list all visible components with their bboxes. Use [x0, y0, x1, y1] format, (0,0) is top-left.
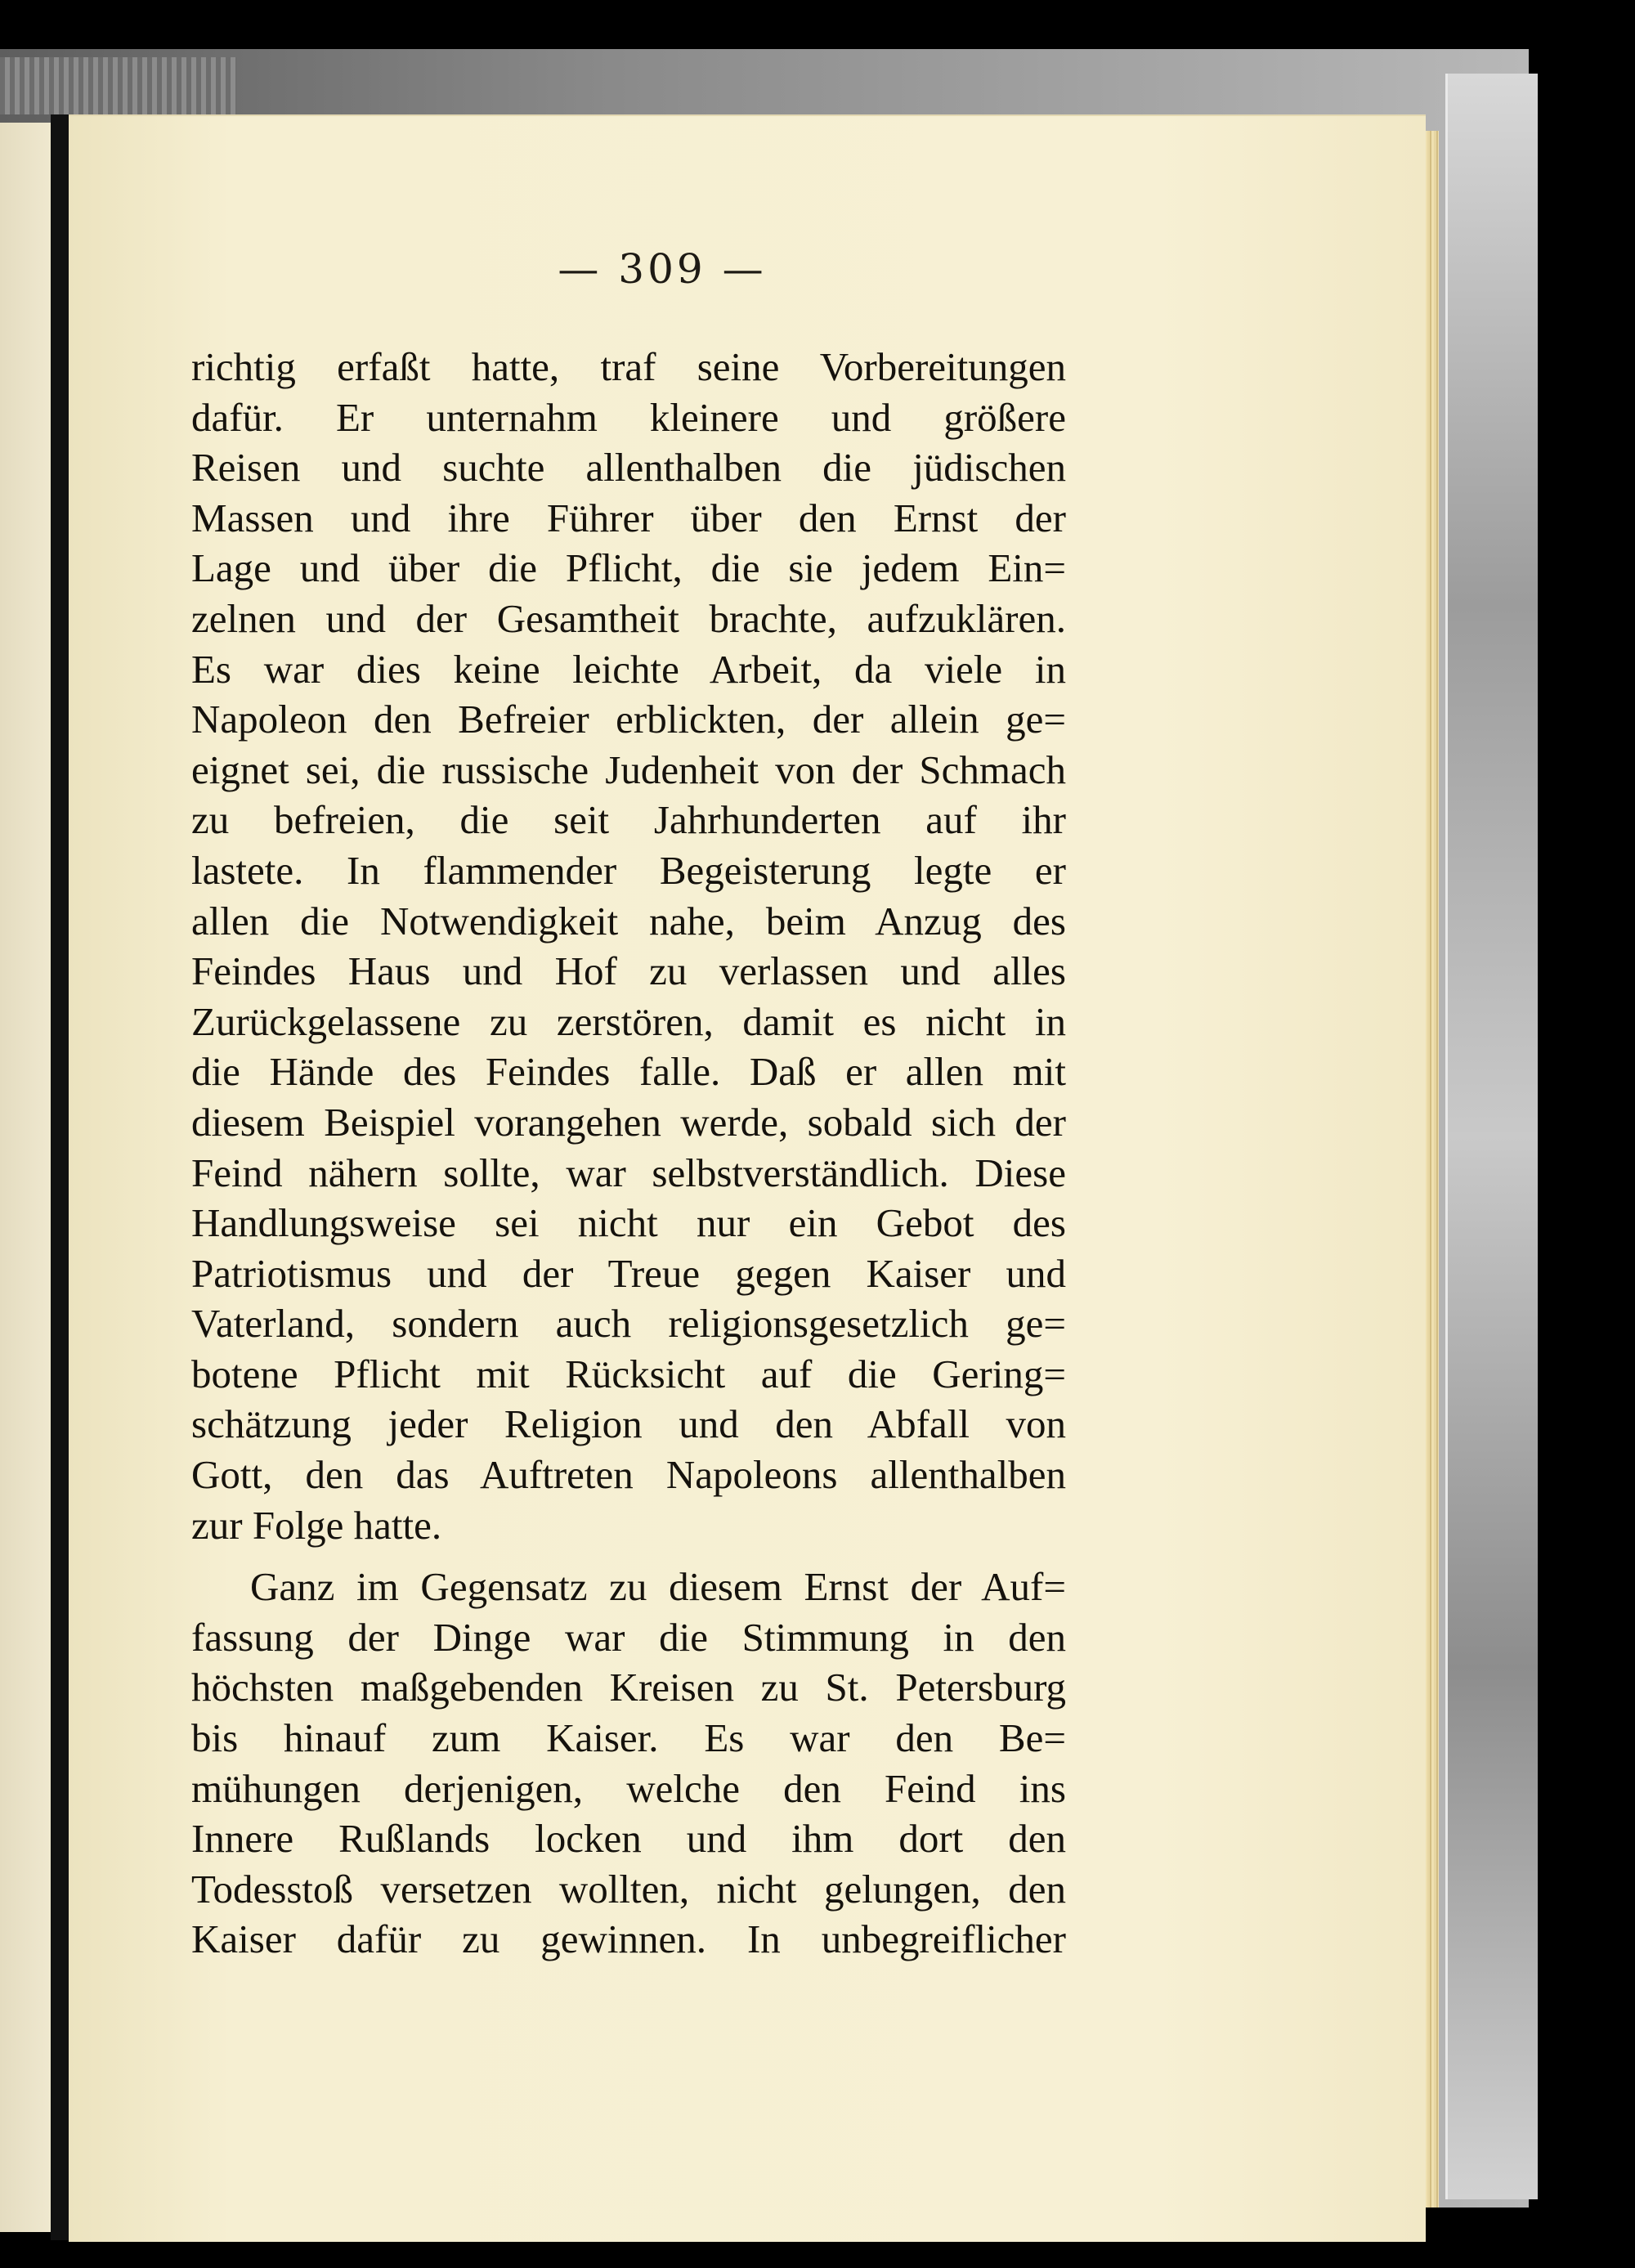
text-line: allen die Notwendigkeit nahe, beim Anzug des: [191, 898, 1066, 944]
text-line: bis hinauf zum Kaiser. Es war den Be=: [191, 1715, 1066, 1761]
text-line: Massen und ihre Führer über den Ernst der: [191, 495, 1066, 540]
book-gutter: [51, 114, 69, 2240]
text-line: Zurückgelassene zu zerstören, damit es nicht in: [191, 998, 1066, 1044]
text-line: schätzung jeder Religion und den Abfall von: [191, 1401, 1066, 1447]
text-line: Napoleon den Befreier erblickten, der allein ge=: [191, 697, 1066, 742]
text-line: Innere Rußlands locken und ihm dort den: [191, 1816, 1066, 1862]
text-line: eignet sei, die russische Judenheit von der Schmach: [191, 746, 1066, 792]
text-line: botene Pflicht mit Rücksicht auf die Gering=: [191, 1351, 1066, 1396]
previous-page-edge: [0, 123, 51, 2232]
text-line: Vaterland, sondern auch religionsgesetzlich ge=: [191, 1301, 1066, 1347]
text-line: mühungen derjenigen, welche den Feind ins: [191, 1765, 1066, 1811]
paragraph-2: [191, 1562, 1066, 1965]
text-line: richtig erfaßt hatte, traf seine Vorbereitungen: [191, 344, 1066, 389]
text-line: die Hände des Feindes falle. Daß er allen mit: [191, 1049, 1066, 1095]
text-line: höchsten maßgebenden Kreisen zu St. Petersburg: [191, 1665, 1066, 1710]
text-line: Feind nähern sollte, war selbstverständlich. Diese: [191, 1150, 1066, 1195]
text-line: zelnen und der Gesamtheit brachte, aufzuklären.: [191, 595, 1066, 641]
text-line: Reisen und suchte allenthalben die jüdischen: [191, 445, 1066, 491]
text-line: lastete. In flammender Begeisterung legte er: [191, 847, 1066, 893]
paragraph-spacing: [191, 1550, 1066, 1562]
text-line: Kaiser dafür zu gewinnen. In unbegreiflicher: [191, 1916, 1066, 1962]
page-body-text: [191, 342, 1066, 1965]
text-line: Lage und über die Pflicht, die sie jedem Ein=: [191, 545, 1066, 591]
text-line: Handlungsweise sei nicht nur ein Gebot des: [191, 1200, 1066, 1246]
page-number-header: — 309 —: [558, 245, 767, 293]
text-line: Es war dies keine leichte Arbeit, da viele in: [191, 646, 1066, 692]
text-line: Todesstoß versetzen wollten, nicht gelungen, den: [191, 1866, 1066, 1912]
text-line: Feindes Haus und Hof zu verlassen und alles: [191, 948, 1066, 994]
text-line: Patriotismus und der Treue gegen Kaiser und: [191, 1250, 1066, 1296]
text-line: fassung der Dinge war die Stimmung in den: [191, 1614, 1066, 1660]
paragraph-1: [191, 342, 1066, 1550]
text-line: zu befreien, die seit Jahrhunderten auf ihr: [191, 797, 1066, 843]
text-line: diesem Beispiel vorangehen werde, sobald sich der: [191, 1099, 1066, 1145]
text-line: dafür. Er unternahm kleinere und größere: [191, 394, 1066, 440]
book-spine-cloth: [0, 57, 237, 114]
text-line: zur Folge hatte.: [191, 1502, 442, 1548]
book-cover-edge: [1445, 74, 1538, 2199]
text-line: Ganz im Gegensatz zu diesem Ernst der Auf=: [250, 1564, 1066, 1610]
text-line: Gott, den das Auftreten Napoleons allenthalben: [191, 1452, 1066, 1498]
